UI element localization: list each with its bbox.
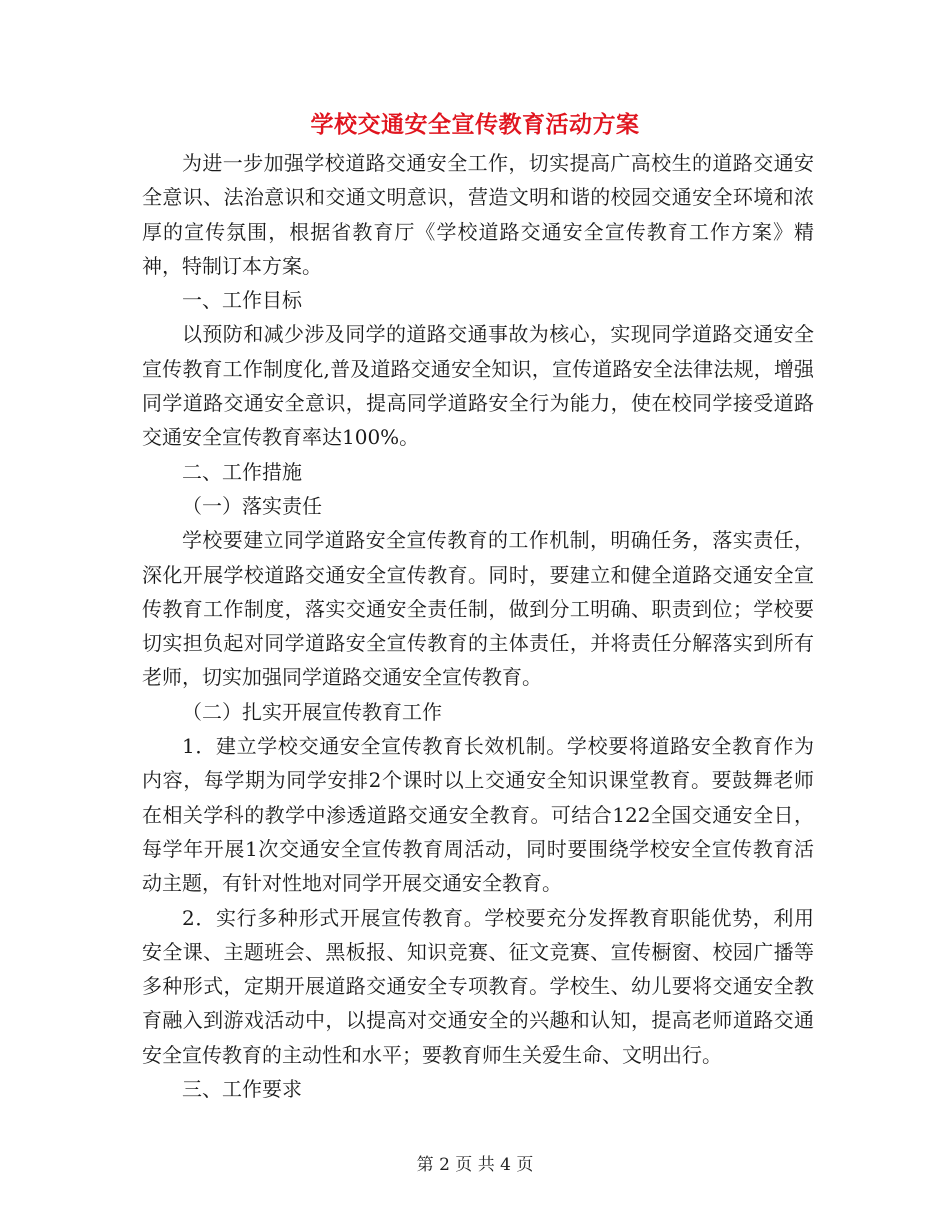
section-heading-measures: 二、工作措施 [182, 459, 302, 484]
section-heading-requirements: 三、工作要求 [182, 1077, 302, 1102]
paragraph-intro: 为进一步加强学校道路交通安全工作，切实提高广高校生的道路交通安全意识、法治意识和交通文明意识，营造文明和谐的校园交通安全环境和浓厚的宣传氛围，根据省教育厅《学校道路交通安全宣传教育工作方案》精神，特制订本方案。 [142, 151, 814, 278]
subsection-heading-education: （二）扎实开展宣传教育工作 [182, 699, 442, 724]
paragraph-goals: 以预防和减少涉及同学的道路交通事故为核心，实现同学道路交通安全宣传教育工作制度化,普及道路交通安全知识，宣传道路安全法律法规，增强同学道路交通安全意识，提高同学道路安全行为能力，使在校同学接受道路交通安全宣传教育率达100%。 [142, 322, 814, 450]
subsection-heading-responsibility: （一）落实责任 [182, 493, 322, 518]
paragraph-item-1: 1．建立学校交通安全宣传教育长效机制。学校要将道路安全教育作为内容，每学期为同学安排2个课时以上交通安全知识课堂教育。要鼓舞老师在相关学科的教学中渗透道路交通安全教育。可结合122全国交通安全日，每学年开展1次交通安全宣传教育周活动，同时要围绕学校安全宣传教育活动主题，有针对性地对同学开展交通安全教育。 [142, 734, 814, 896]
document-title: 学校交通安全宣传教育活动方案 [310, 111, 640, 138]
paragraph-item-2: 2．实行多种形式开展宣传教育。学校要充分发挥教育职能优势，利用安全课、主题班会、黑板报、知识竞赛、征文竞赛、宣传橱窗、校园广播等多种形式，定期开展道路交通安全专项教育。学校生、幼儿要将交通安全教育融入到游戏活动中，以提高对交通安全的兴趣和认知，提高老师道路交通安全宣传教育的主动性和水平；要教育师生关爱生命、文明出行。 [142, 905, 814, 1067]
page-footer: 第 2 页 共 4 页 [416, 1155, 534, 1175]
section-heading-goals: 一、工作目标 [182, 288, 302, 313]
document-body [142, 146, 814, 1106]
paragraph-responsibility: 学校要建立同学道路安全宣传教育的工作机制，明确任务，落实责任，深化开展学校道路交通安全宣传教育。同时，要建立和健全道路交通安全宣传教育工作制度，落实交通安全责任制，做到分工明确、职责到位；学校要切实担负起对同学道路安全宣传教育的主体责任，并将责任分解落实到所有老师，切实加强同学道路交通安全宣传教育。 [142, 528, 814, 690]
